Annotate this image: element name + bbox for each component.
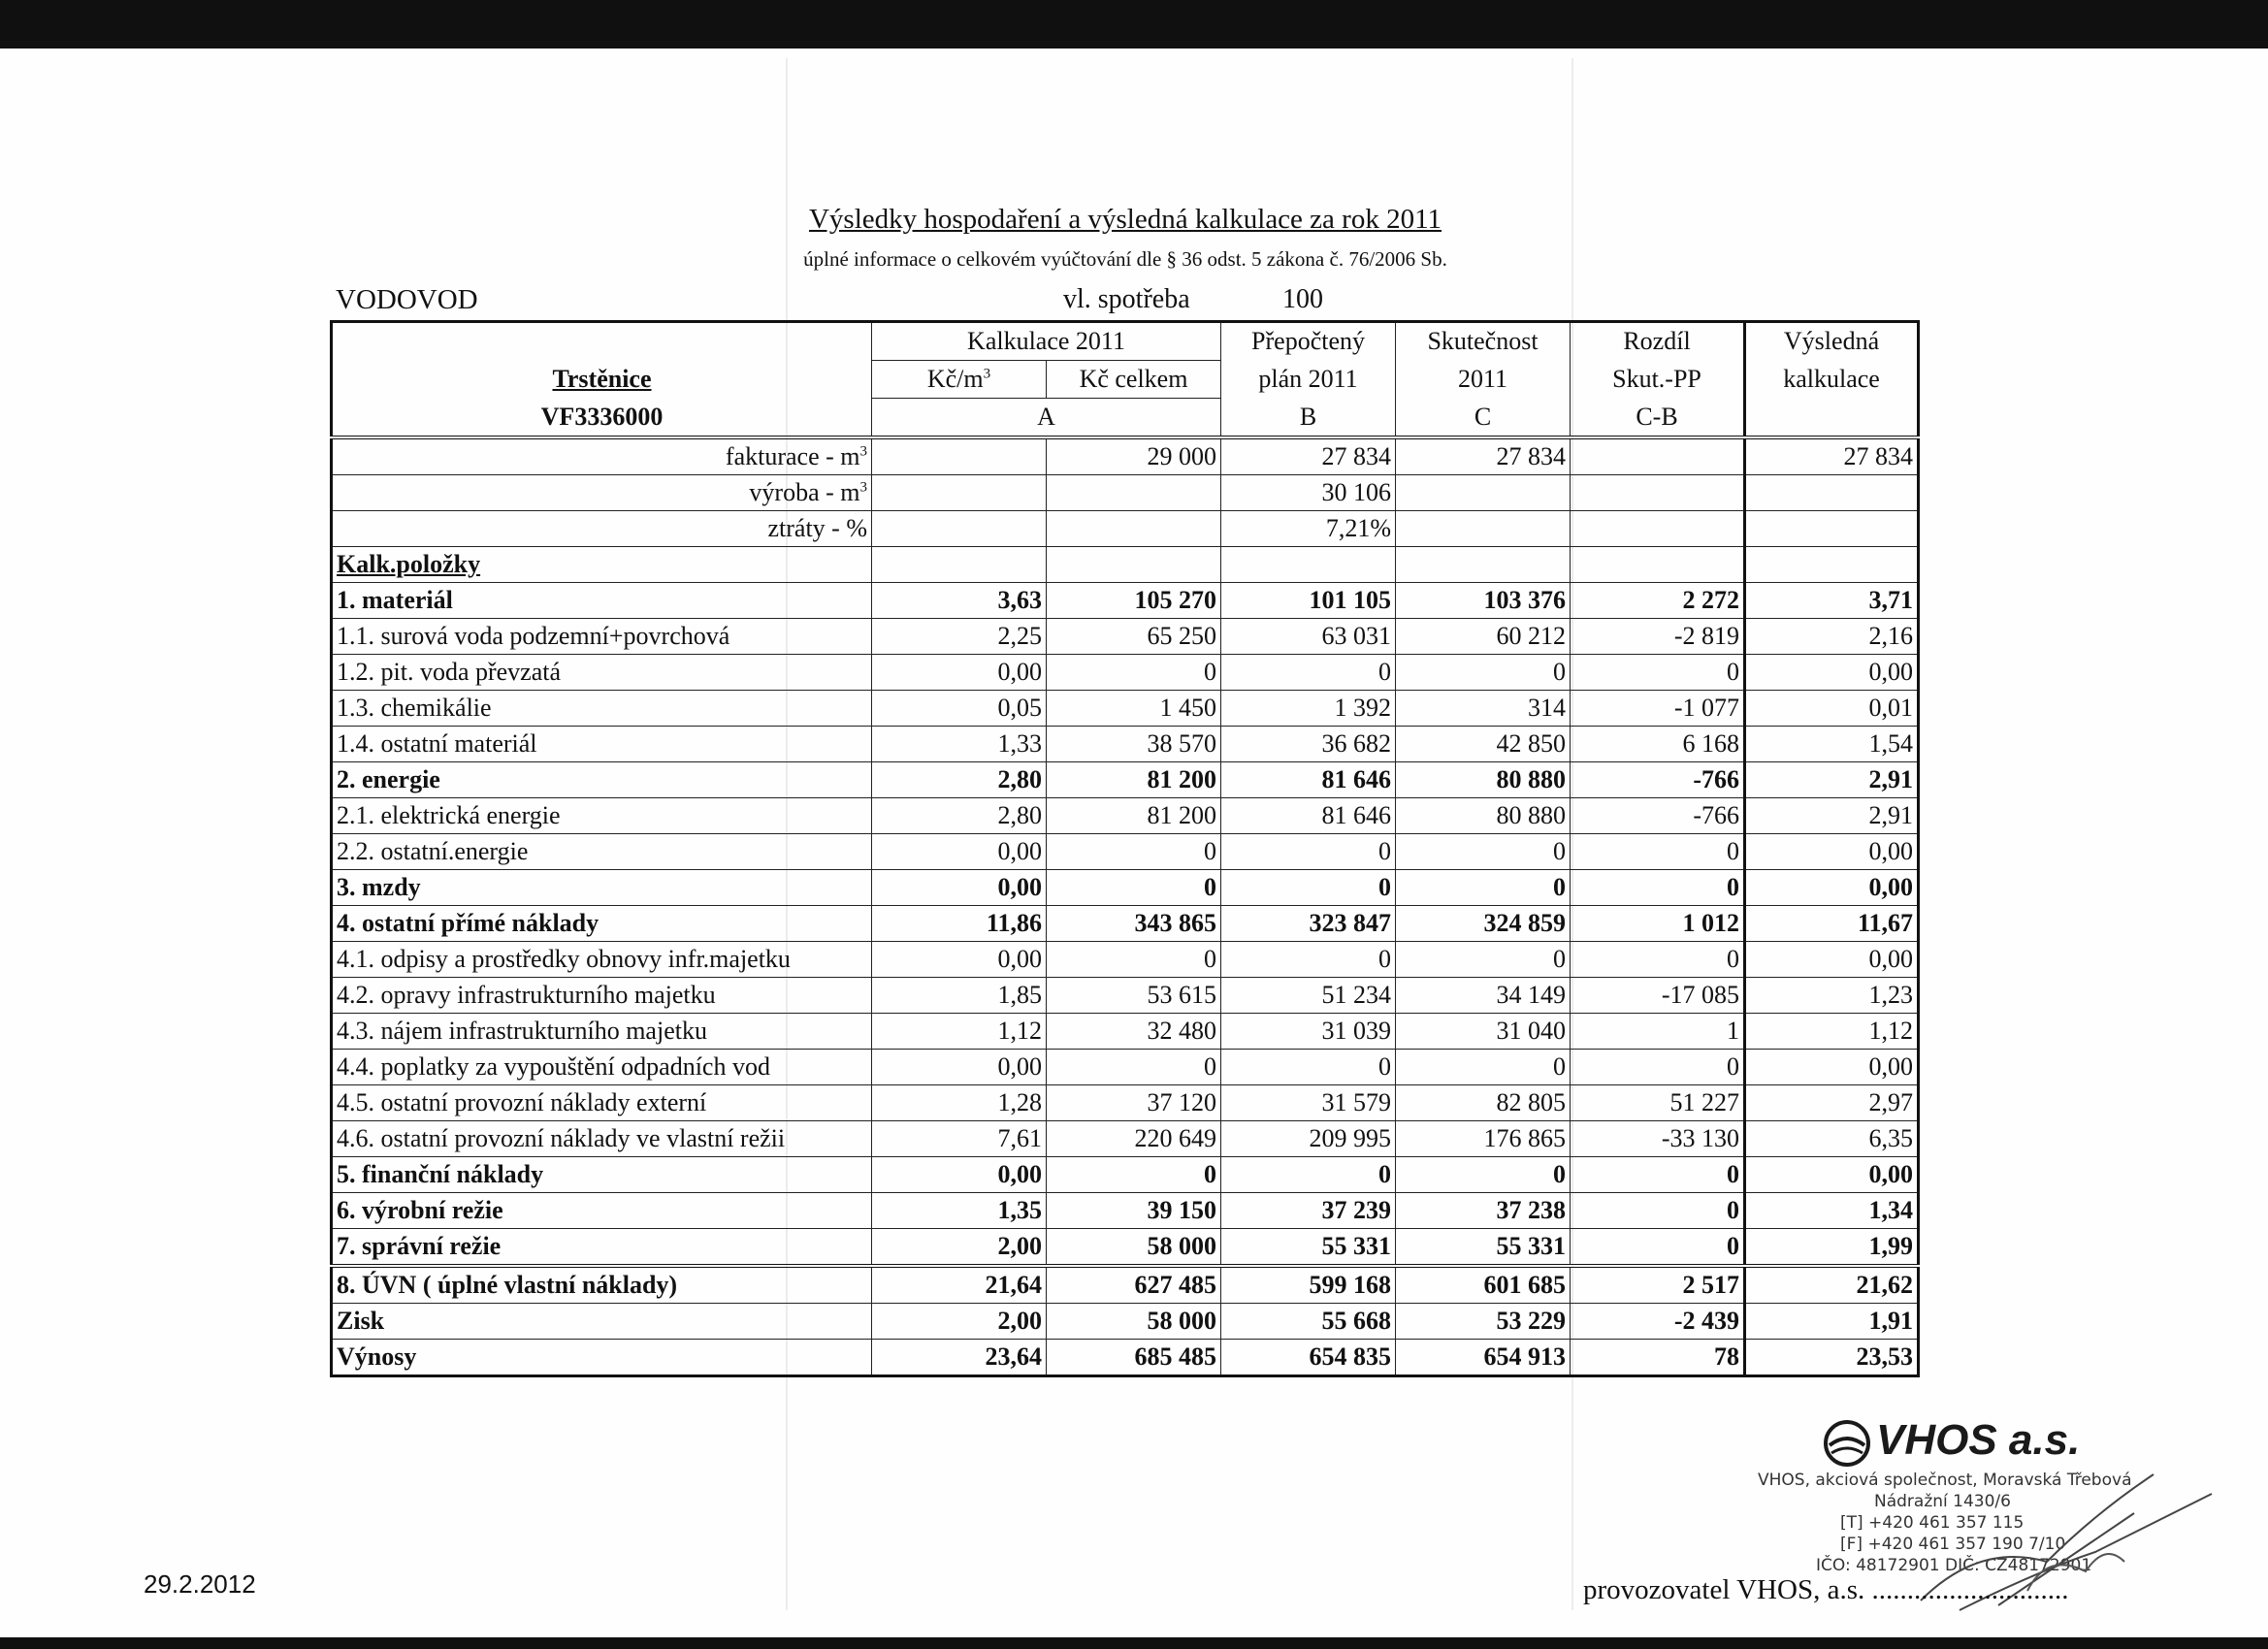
cell-kc-m3 <box>872 475 1047 511</box>
row-label: 5. finanční náklady <box>332 1157 872 1193</box>
cell-final: 1,34 <box>1745 1193 1919 1229</box>
cell-plan: 31 039 <box>1221 1014 1396 1050</box>
header-rozdil: Rozdíl <box>1571 322 1745 361</box>
cell-plan: 599 168 <box>1221 1266 1396 1304</box>
cell-kc-celkem: 627 485 <box>1047 1266 1221 1304</box>
cell-diff: -2 819 <box>1571 619 1745 655</box>
row-label: 1.4. ostatní materiál <box>332 727 872 762</box>
header-row <box>332 322 1919 361</box>
cell-kc-m3 <box>872 511 1047 547</box>
cell-diff: 6 168 <box>1571 727 1745 762</box>
cell-kc-celkem <box>1047 475 1221 511</box>
row-ztraty <box>332 511 1919 547</box>
table-row <box>332 1229 1919 1267</box>
cell-actual: 0 <box>1396 834 1571 870</box>
header-code: VF3336000 <box>332 399 872 438</box>
cell-final: 6,35 <box>1745 1121 1919 1157</box>
table-row <box>332 870 1919 906</box>
cell-kc-celkem: 29 000 <box>1047 437 1221 475</box>
cell-actual: 37 238 <box>1396 1193 1571 1229</box>
cell-final: 0,00 <box>1745 942 1919 978</box>
cell-diff: 51 227 <box>1571 1085 1745 1121</box>
cell-final: 0,00 <box>1745 870 1919 906</box>
header-kc-m3-sup: 3 <box>983 366 991 382</box>
cell-kc-m3: 0,00 <box>872 1157 1047 1193</box>
cell-diff: 0 <box>1571 1229 1745 1267</box>
cell-kc-m3 <box>872 437 1047 475</box>
cell-actual: 80 880 <box>1396 798 1571 834</box>
header-prepocteny: Přepočtený <box>1221 322 1396 361</box>
cell-diff: 0 <box>1571 870 1745 906</box>
header-col-empty <box>1745 399 1919 438</box>
cell-diff: 0 <box>1571 1050 1745 1085</box>
cell-plan: 0 <box>1221 834 1396 870</box>
cell-diff: -766 <box>1571 762 1745 798</box>
row-label: 4.1. odpisy a prostředky obnovy infr.majetku <box>332 942 872 978</box>
stamp-line: Nádražní 1430/6 <box>1874 1492 2011 1511</box>
ztraty-label: ztráty - % <box>332 511 872 547</box>
header-kc-m3 <box>872 361 1047 399</box>
cell-kc-m3: 2,80 <box>872 762 1047 798</box>
cell-kc-m3: 1,35 <box>872 1193 1047 1229</box>
cell-plan: 101 105 <box>1221 583 1396 619</box>
table-row <box>332 798 1919 834</box>
cell-final: 3,71 <box>1745 583 1919 619</box>
cell-actual: 0 <box>1396 870 1571 906</box>
row-kalk-polozky <box>332 547 1919 583</box>
cell-plan: 36 682 <box>1221 727 1396 762</box>
row-label: 4. ostatní přímé náklady <box>332 906 872 942</box>
cell-plan: 654 835 <box>1221 1340 1396 1376</box>
cell-actual: 654 913 <box>1396 1340 1571 1376</box>
table-row <box>332 906 1919 942</box>
cell-diff: -2 439 <box>1571 1304 1745 1340</box>
document-subtitle: úplné informace o celkovém vyúčtování dle § 36 odst. 5 zákona č. 76/2006 Sb. <box>803 247 1447 271</box>
cell-plan: 55 668 <box>1221 1304 1396 1340</box>
header-year: 2011 <box>1396 361 1571 399</box>
cell-final: 0,00 <box>1745 1050 1919 1085</box>
cell-actual: 27 834 <box>1396 437 1571 475</box>
header-kalkulace2: kalkulace <box>1745 361 1919 399</box>
cell-kc-m3: 1,33 <box>872 727 1047 762</box>
cell-final: 27 834 <box>1745 437 1919 475</box>
header-locality: Trstěnice <box>332 361 872 399</box>
cell-final: 0,00 <box>1745 1157 1919 1193</box>
cell-kc-m3: 3,63 <box>872 583 1047 619</box>
cell-kc-celkem: 0 <box>1047 942 1221 978</box>
cell-actual: 601 685 <box>1396 1266 1571 1304</box>
cell-plan: 0 <box>1221 655 1396 691</box>
consumption-value: 100 <box>1282 284 1323 314</box>
cell-plan: 7,21% <box>1221 511 1396 547</box>
document-title: Výsledky hospodaření a výsledná kalkulace za rok 2011 <box>808 204 1442 235</box>
cell-plan: 31 579 <box>1221 1085 1396 1121</box>
row-label: Zisk <box>332 1304 872 1340</box>
calculation-table <box>330 320 1920 1377</box>
cell-diff <box>1571 475 1745 511</box>
row-label <box>332 437 872 475</box>
cell-kc-m3: 1,85 <box>872 978 1047 1014</box>
cell-plan: 63 031 <box>1221 619 1396 655</box>
cell-plan: 27 834 <box>1221 437 1396 475</box>
row-label: 1.3. chemikálie <box>332 691 872 727</box>
cell-diff: 0 <box>1571 942 1745 978</box>
cell-actual: 53 229 <box>1396 1304 1571 1340</box>
header-kc-celkem: Kč celkem <box>1047 361 1221 399</box>
cell-diff: 1 <box>1571 1014 1745 1050</box>
header-row <box>332 361 1919 399</box>
row-vyroba <box>332 475 1919 511</box>
row-label: 2.1. elektrická energie <box>332 798 872 834</box>
cell-final: 1,91 <box>1745 1304 1919 1340</box>
cell-kc-celkem: 38 570 <box>1047 727 1221 762</box>
row-label: 2. energie <box>332 762 872 798</box>
table-row <box>332 834 1919 870</box>
row-label: 4.6. ostatní provozní náklady ve vlastní režii <box>332 1121 872 1157</box>
cell-kc-celkem: 220 649 <box>1047 1121 1221 1157</box>
header-row <box>332 399 1919 438</box>
header-col-b: B <box>1221 399 1396 438</box>
cell-final: 21,62 <box>1745 1266 1919 1304</box>
table-row <box>332 1050 1919 1085</box>
stamp-line: [F] +420 461 357 190 7/10 <box>1840 1535 2066 1554</box>
scan-border-bottom <box>0 1637 2268 1649</box>
row-label: 2.2. ostatní.energie <box>332 834 872 870</box>
cell-diff: 0 <box>1571 1157 1745 1193</box>
cell-actual: 31 040 <box>1396 1014 1571 1050</box>
row-label: 4.2. opravy infrastrukturního majetku <box>332 978 872 1014</box>
cell-kc-celkem: 58 000 <box>1047 1304 1221 1340</box>
cell-diff: 78 <box>1571 1340 1745 1376</box>
cell-plan: 30 106 <box>1221 475 1396 511</box>
cell-kc-m3: 0,00 <box>872 942 1047 978</box>
cell-kc-celkem: 32 480 <box>1047 1014 1221 1050</box>
cell-plan: 81 646 <box>1221 762 1396 798</box>
row-label: Výnosy <box>332 1340 872 1376</box>
table-row <box>332 727 1919 762</box>
cell-actual: 0 <box>1396 655 1571 691</box>
table-row <box>332 1193 1919 1229</box>
cell-kc-celkem: 343 865 <box>1047 906 1221 942</box>
header-col-a: A <box>872 399 1221 438</box>
cell-plan: 37 239 <box>1221 1193 1396 1229</box>
cell-actual: 176 865 <box>1396 1121 1571 1157</box>
cell-plan: 0 <box>1221 1050 1396 1085</box>
cell-actual: 60 212 <box>1396 619 1571 655</box>
cell-kc-m3: 11,86 <box>872 906 1047 942</box>
cell-diff: -766 <box>1571 798 1745 834</box>
cell-final <box>1745 511 1919 547</box>
cell-kc-celkem: 37 120 <box>1047 1085 1221 1121</box>
cell-final: 0,00 <box>1745 655 1919 691</box>
cell-plan: 0 <box>1221 1157 1396 1193</box>
header-skutecnost: Skutečnost <box>1396 322 1571 361</box>
cell-actual: 0 <box>1396 1157 1571 1193</box>
table-row <box>332 762 1919 798</box>
cell-actual: 0 <box>1396 1050 1571 1085</box>
cell-actual: 80 880 <box>1396 762 1571 798</box>
table-row <box>332 1121 1919 1157</box>
cell-kc-celkem: 58 000 <box>1047 1229 1221 1267</box>
cell-plan: 323 847 <box>1221 906 1396 942</box>
cell-diff: 2 272 <box>1571 583 1745 619</box>
cell-kc-m3: 7,61 <box>872 1121 1047 1157</box>
cell-diff <box>1571 511 1745 547</box>
row-label: 7. správní režie <box>332 1229 872 1267</box>
consumption-label: vl. spotřeba <box>1063 284 1190 314</box>
table-row <box>332 1304 1919 1340</box>
operator-signature-line: provozovatel VHOS, a.s. ............................ <box>1583 1574 2069 1605</box>
cell-actual: 0 <box>1396 942 1571 978</box>
table-row <box>332 978 1919 1014</box>
stamp-line: VHOS, akciová společnost, Moravská Třebová <box>1758 1471 2132 1490</box>
cell-kc-m3: 0,00 <box>872 834 1047 870</box>
stamp-brand: VHOS a.s. <box>1876 1416 2081 1464</box>
cell-kc-m3: 2,00 <box>872 1229 1047 1267</box>
vyroba-label: výroba - m <box>749 478 860 506</box>
cell-diff: 1 012 <box>1571 906 1745 942</box>
row-label: 4.4. poplatky za vypouštění odpadních vod <box>332 1050 872 1085</box>
cell-kc-celkem: 105 270 <box>1047 583 1221 619</box>
cell-kc-celkem: 1 450 <box>1047 691 1221 727</box>
header-col-c: C <box>1396 399 1571 438</box>
cell-actual <box>1396 511 1571 547</box>
cell-kc-m3: 2,00 <box>872 1304 1047 1340</box>
table-row <box>332 942 1919 978</box>
cell-plan: 55 331 <box>1221 1229 1396 1267</box>
cell-kc-m3: 21,64 <box>872 1266 1047 1304</box>
cell-kc-celkem: 0 <box>1047 655 1221 691</box>
row-label <box>332 475 872 511</box>
cell-kc-m3: 2,25 <box>872 619 1047 655</box>
cell-final: 2,91 <box>1745 762 1919 798</box>
cell-plan: 0 <box>1221 870 1396 906</box>
cell-kc-m3: 1,12 <box>872 1014 1047 1050</box>
cell-kc-m3: 23,64 <box>872 1340 1047 1376</box>
cell-diff: 0 <box>1571 655 1745 691</box>
table-row <box>332 1340 1919 1376</box>
cell-final: 1,54 <box>1745 727 1919 762</box>
header-skut-pp: Skut.-PP <box>1571 361 1745 399</box>
cell-kc-celkem <box>1047 511 1221 547</box>
cell-final: 0,01 <box>1745 691 1919 727</box>
cell-kc-m3: 0,00 <box>872 655 1047 691</box>
cell-actual: 314 <box>1396 691 1571 727</box>
cell-kc-celkem: 0 <box>1047 1050 1221 1085</box>
cell-diff: -33 130 <box>1571 1121 1745 1157</box>
cell-actual: 324 859 <box>1396 906 1571 942</box>
row-label: 4.3. nájem infrastrukturního majetku <box>332 1014 872 1050</box>
row-label: 6. výrobní režie <box>332 1193 872 1229</box>
row-fakturace <box>332 437 1919 475</box>
row-label: 1. materiál <box>332 583 872 619</box>
cell-kc-m3: 0,00 <box>872 1050 1047 1085</box>
cell-kc-celkem: 685 485 <box>1047 1340 1221 1376</box>
cell-kc-celkem: 81 200 <box>1047 798 1221 834</box>
cell-plan: 51 234 <box>1221 978 1396 1014</box>
cell-plan: 0 <box>1221 942 1396 978</box>
table-row <box>332 691 1919 727</box>
cell-kc-celkem: 65 250 <box>1047 619 1221 655</box>
cell-actual: 82 805 <box>1396 1085 1571 1121</box>
cell-kc-m3: 0,00 <box>872 870 1047 906</box>
cell-final: 1,23 <box>1745 978 1919 1014</box>
header-plan: plán 2011 <box>1221 361 1396 399</box>
cell-actual: 34 149 <box>1396 978 1571 1014</box>
fakturace-label: fakturace - m <box>725 442 860 470</box>
row-label: 4.5. ostatní provozní náklady externí <box>332 1085 872 1121</box>
cell-kc-m3: 2,80 <box>872 798 1047 834</box>
cell-plan: 1 392 <box>1221 691 1396 727</box>
cell-diff <box>1571 437 1745 475</box>
cell-diff: -17 085 <box>1571 978 1745 1014</box>
stamp-line: [T] +420 461 357 115 <box>1840 1513 2025 1533</box>
document-date: 29.2.2012 <box>144 1569 256 1599</box>
table-row <box>332 583 1919 619</box>
header-col-cb: C-B <box>1571 399 1745 438</box>
cell-final: 1,99 <box>1745 1229 1919 1267</box>
cell-kc-celkem: 39 150 <box>1047 1193 1221 1229</box>
header-kalkulace: Kalkulace 2011 <box>872 322 1221 361</box>
cell-final: 2,97 <box>1745 1085 1919 1121</box>
cell-diff: 0 <box>1571 1193 1745 1229</box>
table-row <box>332 655 1919 691</box>
cell-kc-celkem: 53 615 <box>1047 978 1221 1014</box>
stamp-line: IČO: 48172901 DIČ: CZ48172901 <box>1816 1556 2092 1575</box>
cell-kc-celkem: 0 <box>1047 834 1221 870</box>
table-row <box>332 1014 1919 1050</box>
cell-diff: 0 <box>1571 834 1745 870</box>
row-label: 1.2. pit. voda převzatá <box>332 655 872 691</box>
row-label: 1.1. surová voda podzemní+povrchová <box>332 619 872 655</box>
cell-kc-celkem: 81 200 <box>1047 762 1221 798</box>
cell-final: 11,67 <box>1745 906 1919 942</box>
cell-actual: 103 376 <box>1396 583 1571 619</box>
cell-diff: -1 077 <box>1571 691 1745 727</box>
header-vysledna: Výsledná <box>1745 322 1919 361</box>
section-label: VODOVOD <box>336 284 478 315</box>
m3-sup: 3 <box>859 443 867 460</box>
table-row <box>332 1085 1919 1121</box>
table-row <box>332 1157 1919 1193</box>
scan-border-top <box>0 0 2268 48</box>
cell-final: 2,16 <box>1745 619 1919 655</box>
cell-final: 23,53 <box>1745 1340 1919 1376</box>
row-label: 8. ÚVN ( úplné vlastní náklady) <box>332 1266 872 1304</box>
cell-final: 0,00 <box>1745 834 1919 870</box>
cell-diff: 2 517 <box>1571 1266 1745 1304</box>
cell-final <box>1745 475 1919 511</box>
cell-kc-m3: 0,05 <box>872 691 1047 727</box>
cell-final: 2,91 <box>1745 798 1919 834</box>
cell-actual: 42 850 <box>1396 727 1571 762</box>
cell-kc-celkem: 0 <box>1047 870 1221 906</box>
row-label: 3. mzdy <box>332 870 872 906</box>
cell-plan: 81 646 <box>1221 798 1396 834</box>
cell-plan: 209 995 <box>1221 1121 1396 1157</box>
table-row <box>332 1266 1919 1304</box>
cell-kc-celkem: 0 <box>1047 1157 1221 1193</box>
cell-kc-m3: 1,28 <box>872 1085 1047 1121</box>
m3-sup: 3 <box>859 479 867 496</box>
kalk-polozky-label: Kalk.položky <box>332 547 872 583</box>
cell-actual <box>1396 475 1571 511</box>
cell-actual: 55 331 <box>1396 1229 1571 1267</box>
table-row <box>332 619 1919 655</box>
cell-final: 1,12 <box>1745 1014 1919 1050</box>
header-kc-m3-label: Kč/m <box>926 365 984 393</box>
